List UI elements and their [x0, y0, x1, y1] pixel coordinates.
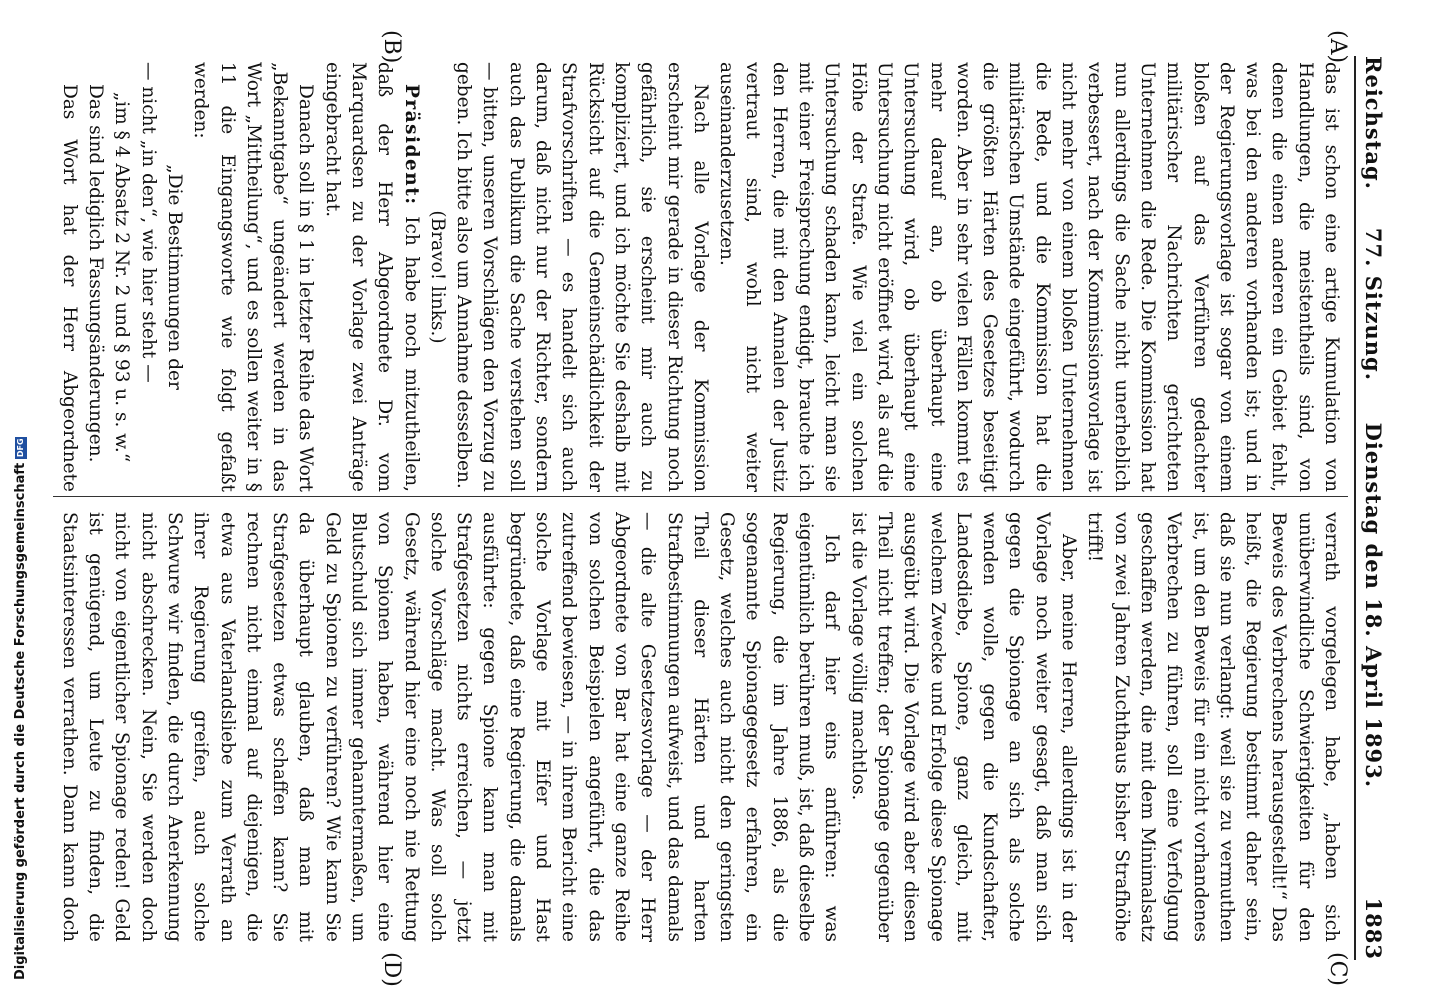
paragraph: Danach soll in § 1 in letzter Reihe das Wort „Bekanntgabe“ ungeändert werden in das Wort „Mittheilung“, und es sollen weiter in § 11 die Eingangsworte wie folgt gefaßt werden:	[190, 62, 317, 492]
paragraph: verrath vorgelegen habe, „haben sich unüberwindliche Schwierigkeiten für den Beweis des Verbrechens herausgestellt!“ Das heißt, die Regierung bestimmt daher sein, daß sie nun verlangt: weil sie zu vermuthen ist, um den Beweis für ein nicht vorhandenes Verbrechen zu führen, soll eine Verfolgung geschaffen werden, die mit dem Minimalsatz von zwei Jahren Zuchthaus bisher Strafhöhe trifft!	[1084, 512, 1342, 942]
paragraph: Aber, meine Herren, allerdings ist in der Vorlage noch weiter gesagt, daß man sich gegen die Spionage an sich als solche wenden wolle, gegen die Kundschafter, Landesdiebe, Spione, ganz gleich, mit welchem Zwecke und Erfolge diese Spionage ausgeübt wird. Die Vorlage wird aber diesen Theil nicht treffen; der Spionage gegenüber ist die Vorlage völlig machtlos.	[847, 512, 1080, 942]
margin-marker-b: (B)	[379, 30, 404, 64]
column-divider	[53, 496, 1348, 497]
left-column	[54, 62, 1344, 492]
paragraph: Ich darf hier eins anführen: was eigentümlich berühren muß, ist, daß dieselbe Regierung, die im Jahre 1886, als die sogenannte Spionagegesetz erfahren, ein Gesetz, welches auch nicht den geringsten Theil dieser Härten und harten Strafbestimmungen aufweist, und das damals — die alte Gesetzesvorlage — der Herr Abgeordnete von Bar hat eine ganze Reihe von solchen Beispielen angeführt, die das zutreffend bewiesen, — in ihrem Bericht eine solche Vorlage mit Eifer und Hast begründete, daß eine Regierung, die damals ausführte: gegen Spione kann man mit Strafgesetzen nichts erreichen, — jetzt solche Vorschläge macht. Was soll solch Gesetz, während hier eine noch nie Rettung von Spionen haben, während hier eine Blutschuld sich immer gehanntermaßen, um Geld zu Spionen zu verführen? Wie kann Sie da überhaupt glauben, daß man mit Strafgesetzen etwas schaffen kann? Sie rechnen nicht einmal auf diejenigen, die etwa aus Vaterlandsliebe zum Verrath an ihrer Regierung greifen, auch solche Schwure wir finden, die durch Anerkennung nicht abschrecken. Nein, Sie werden doch nicht von eigentlicher Spionage reden! Geld ist genügend, um Leute zu finden, die Staatsinteressen verrathen. Dann kann doch	[58, 512, 843, 942]
quote-line: „im § 4 Absatz 2 Nr. 2 und § 93 u. s. w.“	[111, 91, 133, 463]
margin-marker-a: (A)	[1325, 30, 1350, 64]
header-center	[1361, 56, 1386, 960]
right-column	[54, 512, 1344, 942]
margin-marker-d: (D)	[379, 952, 404, 987]
quote-line: — nicht „in den“, wie hier steht —	[137, 62, 159, 383]
header-left: Reichstag.	[1361, 56, 1386, 190]
speech-text: Ich habe noch mitzutheilen, daß der Herr Abgeordnete Dr. vom Marquardsen zu der Vorlage zwei Anträge eingebracht hat.	[321, 62, 422, 492]
paragraph: Nach alle Vorlage der Kommission erscheint mir gerade in dieser Richtung noch gefährlich, sie erscheint mir auch zu kompliziert, und ich möchte Sie deshalb mit Rücksicht auf die Gemeinschädlichkeit der Strafvorschriften — es handelt sich auch darum, daß nicht nur der Richter, sondern auch das Publikum die Sache verstehen soll — bitten, unseren Vorschlägen den Vorzug zu geben. Ich bitte also um Annahme desselben.	[453, 62, 711, 492]
session-number: 77. Sitzung.	[1361, 227, 1386, 382]
header-rule	[1354, 56, 1356, 960]
session-date: Dienstag den 18. April 1893.	[1361, 422, 1386, 789]
paragraph: Das sind lediglich Fassungsänderungen.	[85, 84, 107, 463]
margin-marker-c: (C)	[1325, 952, 1350, 986]
page-number: 1883	[1361, 897, 1386, 960]
digitization-credit	[12, 30, 32, 980]
quote-line: „Die Bestimmungen der	[163, 164, 185, 390]
page-header	[1358, 56, 1392, 960]
paragraph: das ist schon eine artige Kumulation von Handlungen, die meistentheils sind, von denen die einen anderen ein Gebiet fehlt, was bei den anderen vorhanden ist; und in der Regierungsvorlage ist sogar von einem bloßen auf das Verführen gedachter militärischer Nachrichten gerichteten Unternehmen die Rede. Die Kommission hat nun allerdings die Sache nicht unerheblich verbessert, nach der Kommissionsvorlage ist nicht mehr von einem bloßen Unternehmen die Rede, und die Kommission hat die militärischen Umstände eingeführt, wodurch die größten Härten des Gesetzes beseitigt worden. Aber in sehr vielen Fällen kommt es mehr darauf an, ob überhaupt eine Untersuchung wird, ob überhaupt eine Untersuchung nicht eröffnet wird, als auf die Höhe der Strafe. Wie viel ein solchen Untersuchung schaden kann, leicht man sie mit einer Freisprechung endigt, brauche ich den Herren, die mit den Annalen der Justiz vertraut sind, wohl nicht weiter auseinanderzusetzen.	[716, 62, 1342, 492]
credit-text: Digitalisierung gefördert durch die Deutsche Forschungsgemeinschaft	[13, 462, 28, 980]
paragraph: Das Wort hat der Herr Abgeordnete	[58, 84, 80, 492]
dfg-logo: DFG	[15, 438, 25, 458]
paragraph	[318, 62, 423, 492]
interjection: (Bravo! links.)	[426, 210, 448, 344]
speaker-label: Präsident:	[400, 84, 422, 206]
